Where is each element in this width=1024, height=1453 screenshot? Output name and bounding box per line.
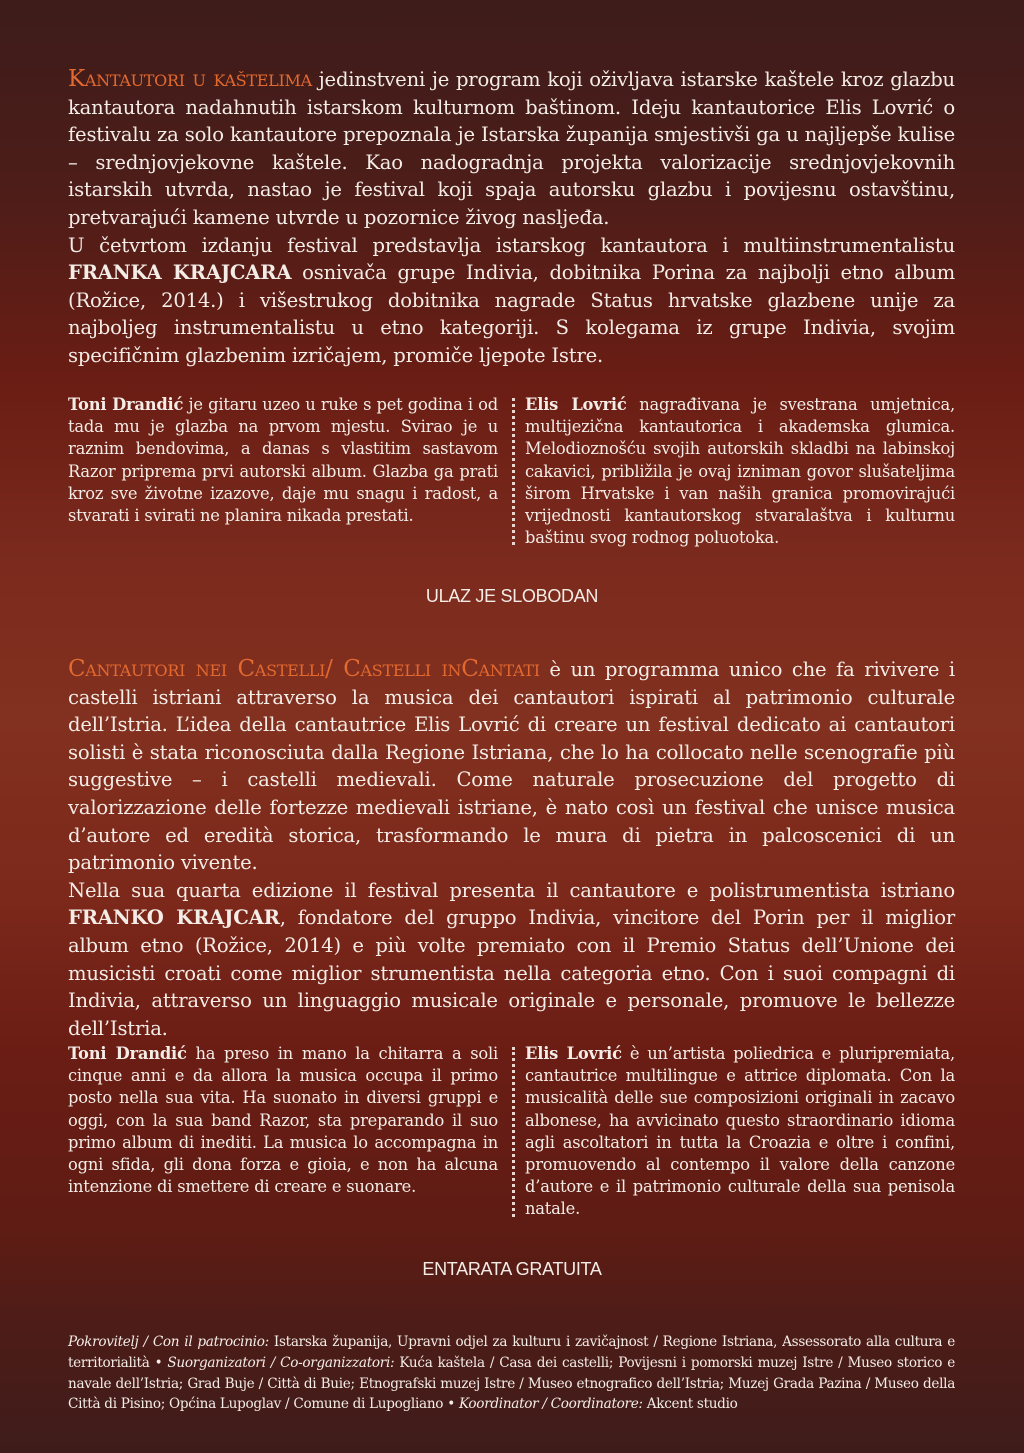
bio-name: Elis Lovrić <box>525 395 627 414</box>
coorganizers-text: Kuća kaštela / Casa dei castelli; Povijesni i pomorski muzej Istre / Museo storico e navale dell’Istria; Grad Buje / Città di Buie; Etnografski muzej Istre / Museo etnografico dell’Istria; Muzej Grada Pazina / Museo della Città di Pisino; Općina Lupoglav / Comune di Lupogliano • <box>68 1354 956 1413</box>
italian-performer-text-start: Nella sua quarta edizione il festival presenta il cantautore e polistrumentista istriano <box>68 878 955 902</box>
bio-name: Toni Drandić <box>68 395 184 414</box>
patron-label: Pokrovitelj / Con il patrocinio: <box>68 1334 269 1350</box>
italian-bio-toni-drandic <box>68 1043 512 1221</box>
croatian-bios <box>68 394 955 549</box>
croatian-performer-text-start: U četvrtom izdanju festival predstavlja istarskog kantautora i multiinstrumentalistu <box>68 233 955 257</box>
croatian-performer-name: FRANKA KRAJCARA <box>68 261 292 285</box>
coordinator-text: Akcent studio <box>642 1396 738 1413</box>
croatian-performer-paragraph <box>68 232 955 370</box>
credits-footer <box>68 1332 955 1415</box>
italian-festival-title: Cantautori nei Castelli/ Castelli inCantati <box>68 656 540 682</box>
patron-text: Istarska županija, Upravni odjel za kulturu i zavičajnost / Regione Istriana, Assessorato alla cultura e territorialità • <box>68 1334 955 1371</box>
croatian-intro-section <box>68 66 955 370</box>
italian-performer-paragraph <box>68 877 955 1043</box>
italian-intro-text: è un programma unico che fa rivivere i castelli istriani attraverso la musica dei cantautori ispirati al patrimonio culturale dell’Istria. L’idea della cantautrice Elis Lovrić di creare un festival dedicato ai cantautori solisti è stata riconosciuta dalla Regione Istriana, che lo ha collocato nelle scenografie più suggestive – i castelli medievali. Come naturale prosecuzione del progetto di valorizzazione delle fortezze medievali istriane, è nato così un festival che unisce musica d’autore ed eredità storica, trasformando le mura di pietra in palcoscenici di un patrimonio vivente. <box>68 658 955 875</box>
italian-free-entry: ENTARATA GRATUITA <box>422 1259 602 1279</box>
croatian-free-entry: ULAZ JE SLOBODAN <box>425 586 599 606</box>
croatian-intro-paragraph <box>68 66 955 232</box>
croatian-festival-title: Kantautori u kaštelima <box>68 66 312 92</box>
italian-performer-name: FRANKO KRAJCAR <box>68 906 280 930</box>
bio-text: è un’artista poliedrica e pluripremiata, cantautrice multilingue e attrice diplomata. Con la musicalità delle sue composizioni originali in zacavo albonese, ha avvicinato questo straordinario idioma agli ascoltatori in tutta la Croazia e oltre i confini, promuovendo al contempo il valore della canzone d’autore e il patrimonio culturale della sua penisola natale. <box>525 1044 955 1219</box>
bio-name: Elis Lovrić <box>525 1044 622 1063</box>
italian-intro-section <box>68 656 955 1042</box>
bio-text: ha preso in mano la chitarra a soli cinque anni e da allora la musica occupa il primo posto nella sua vita. Ha suonato in diversi gruppi e oggi, con la sua band Razor, sta preparando il suo primo album di inediti. La musica lo accompagna in ogni sfida, gli dona forza e gioia, e non ha alcuna intenzione di smettere di creare e suonare. <box>68 1044 499 1197</box>
bio-name: Toni Drandić <box>68 1044 187 1063</box>
croatian-performer-text-rest: osnivača grupe Indivia, dobitnika Porina za najbolji etno album (Rožice, 2014.) i višestrukog dobitnika nagrade Status hrvatske glazbene unije za najboljeg instrumentalistu u etno kategoriji. S kolegama iz grupe Indivia, svojim specifičnim glazbenim izričajem, promiče ljepote Istre. <box>68 261 955 367</box>
italian-bios <box>68 1043 955 1221</box>
bio-text: je gitaru uzeo u ruke s pet godina i od tada mu je glazba na prvom mjestu. Svirao je u raznim bendovima, a danas s vlastitim sastavom Razor priprema prvi autorski album. Glazba ga prati kroz sve životne izazove, daje mu snagu i radost, a stvarati i svirati ne planira nikada prestati. <box>68 395 498 526</box>
coordinator-label: Koordinator / Coordinatore: <box>458 1396 643 1413</box>
italian-intro-paragraph <box>68 656 955 877</box>
italian-performer-text-rest: , fondatore del gruppo Indivia, vincitore del Porin per il miglior album etno (Rožice, 2014) e più volte premiato con il Premio Status dell’Unione dei musicisti croati come miglior strumentista nella categoria etno. Con i suoi compagni di Indivia, attraverso un linguaggio musicale originale e personale, promuove le bellezze dell’Istria. <box>68 906 955 1040</box>
croatian-bio-elis-lovric <box>515 394 955 549</box>
croatian-bio-toni-drandic <box>68 394 512 549</box>
coorganizers-label: Suorganizatori / Co-organizzatori: <box>167 1354 395 1371</box>
bio-text: nagrađivana je svestrana umjetnica, multijezična kantautorica i akademska glumica. Melodioznošću svojih autorskih skladbi na labinskoj cakavici, približila je ovaj izniman govor slušateljima širom Hrvatske i van naših granica promovirajući vrijednosti kantautorskog stvaralaštva i kulturnu baštinu svog rodnog poluotoka. <box>525 395 955 548</box>
italian-bio-elis-lovric <box>515 1043 955 1221</box>
croatian-intro-text: jedinstveni je program koji oživljava istarske kaštele kroz glazbu kantautora nadahnutih istarskom kulturnom baštinom. Ideju kantautorice Elis Lovrić o festivalu za solo kantautore prepoznala je Istarska županija smjestivši ga u najljepše kulise – srednjovjekovne kaštele. Kao nadogradnja projekta valorizacije srednjovjekovnih istarskih utvrda, nastao je festival koji spaja autorsku glazbu i povijesnu ostavštinu, pretvarajući kamene utvrde u pozornice živog nasljeđa. <box>68 68 955 229</box>
